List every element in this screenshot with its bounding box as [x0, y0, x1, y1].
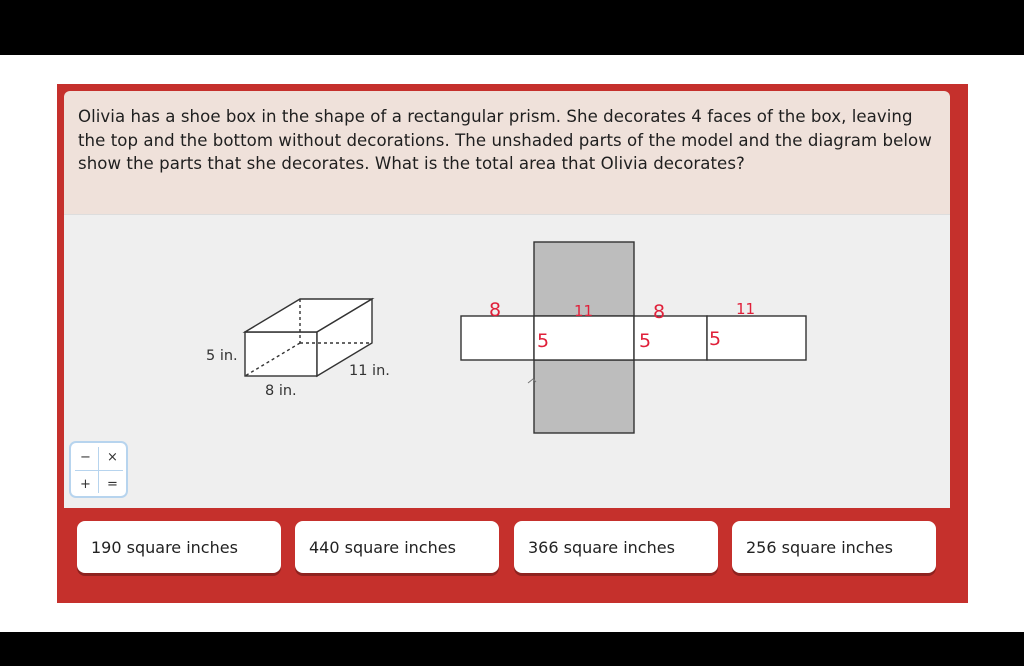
net-left-face [461, 316, 534, 360]
answer-choice-1[interactable] [77, 521, 281, 573]
answer-choice-4[interactable] [732, 521, 936, 573]
plus-icon: + [80, 476, 91, 492]
prism-height-label: 5 in. [206, 348, 238, 364]
answer-choice-label: 256 square inches [746, 537, 893, 557]
answer-choice-3[interactable] [514, 521, 718, 573]
annotation-mark: 8 [653, 301, 666, 323]
annotation-mark: 5 [537, 330, 550, 352]
annotation-mark: 11 [736, 300, 756, 318]
prism-front-face [245, 332, 317, 376]
calculator-button[interactable] [69, 441, 128, 498]
answer-choice-2[interactable] [295, 521, 499, 573]
answer-choice-label: 190 square inches [91, 537, 238, 557]
net-bottom-face [534, 360, 634, 433]
prism-depth-label: 11 in. [349, 363, 390, 379]
annotation-mark: 8 [489, 299, 502, 321]
minus-icon: − [80, 449, 91, 465]
annotation-mark: 11 [574, 302, 594, 320]
answer-choice-label: 440 square inches [309, 537, 456, 557]
answer-choice-label: 366 square inches [528, 537, 675, 557]
bottom-letterbox [0, 632, 1024, 666]
annotation-mark: 5 [709, 328, 722, 350]
multiply-icon: × [107, 449, 118, 465]
net-back-face [707, 316, 806, 360]
prism-width-label: 8 in. [265, 383, 297, 399]
equals-icon: = [107, 476, 118, 492]
annotation-mark: 5 [639, 330, 652, 352]
question-text: Olivia has a shoe box in the shape of a rectangular prism. She decorates 4 faces of the box, leaving the top and the bottom without decorations. The unshaded parts of the model and the diagram below show the parts that she decorates. What is the total area that Olivia decorates? [78, 107, 932, 173]
prism-net-diagram [461, 242, 806, 433]
